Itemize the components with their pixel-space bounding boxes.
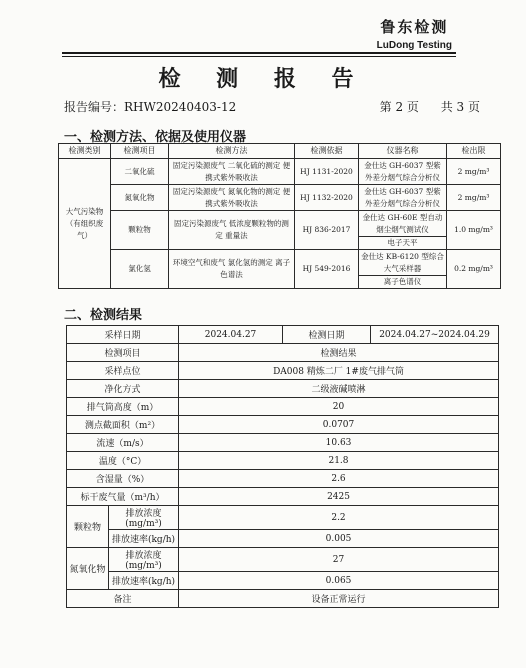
- methods-header-row: [59, 144, 501, 159]
- methods-table: [58, 143, 501, 289]
- remark-label: 备注: [67, 590, 179, 608]
- instrument-cell: 电子天平: [359, 237, 447, 250]
- instrument-cell: 金仕达 GH-60E 型自动烟尘烟气测试仪: [359, 211, 447, 237]
- table-row: [59, 250, 501, 276]
- basis-cell: HJ 836-2017: [295, 211, 359, 250]
- table-row: [67, 452, 499, 470]
- logo-en: LuDong Testing: [376, 40, 452, 51]
- param-label: 测点截面积（m²）: [67, 416, 179, 434]
- method-cell: 环境空气和废气 氯化氢的测定 离子色谱法: [169, 250, 295, 289]
- report-title: 检 测 报 告: [158, 66, 368, 92]
- table-row: [67, 380, 499, 398]
- table-row: [67, 326, 499, 344]
- point-label: 采样点位: [67, 362, 179, 380]
- sample-date-value: 2024.04.27: [179, 326, 283, 344]
- nox-conc-value: 27: [179, 548, 499, 572]
- table-row: [67, 362, 499, 380]
- item-cell: 颗粒物: [111, 211, 169, 250]
- category-cell: 大气污染物（有组织废气）: [59, 159, 111, 289]
- limit-cell: 2 mg/m³: [447, 159, 501, 185]
- section2-heading: 二、检测结果: [64, 308, 143, 323]
- param-label: 含湿量（%）: [67, 470, 179, 488]
- pm-rate-value: 0.005: [179, 530, 499, 548]
- table-row: [67, 506, 499, 530]
- purify-label: 净化方式: [67, 380, 179, 398]
- instrument-cell: 金仕达 GH-6037 型紫外差分烟气综合分析仪: [359, 159, 447, 185]
- purify-value: 二级液碱喷淋: [179, 380, 499, 398]
- param-value: 10.63: [179, 434, 499, 452]
- table-row: [67, 572, 499, 590]
- pm-rate-label: 排放速率(kg/h): [109, 530, 179, 548]
- table-row: [59, 211, 501, 237]
- basis-cell: HJ 1132-2020: [295, 185, 359, 211]
- page-number: 第 2 页: [379, 100, 419, 114]
- col-header: 检测依据: [295, 144, 359, 159]
- nox-rate-value: 0.065: [179, 572, 499, 590]
- item-cell: 二氧化硫: [111, 159, 169, 185]
- param-value: 0.0707: [179, 416, 499, 434]
- section1-heading: 一、检测方法、依据及使用仪器: [64, 130, 247, 145]
- col-header: 检出限: [447, 144, 501, 159]
- nox-label: 氮氧化物: [67, 548, 109, 590]
- table-row: [67, 434, 499, 452]
- method-cell: 固定污染源废气 二氧化硫的测定 便携式紫外吸收法: [169, 159, 295, 185]
- header-rule: [62, 52, 456, 54]
- limit-cell: 1.0 mg/m³: [447, 211, 501, 250]
- param-value: 20: [179, 398, 499, 416]
- table-row: [67, 530, 499, 548]
- sample-date-label: 采样日期: [67, 326, 179, 344]
- table-row: [67, 398, 499, 416]
- result-label: 检测结果: [179, 344, 499, 362]
- param-value: 2425: [179, 488, 499, 506]
- page-indicator: [362, 98, 480, 115]
- col-header: 仪器名称: [359, 144, 447, 159]
- basis-cell: HJ 1131-2020: [295, 159, 359, 185]
- param-label: 流速（m/s）: [67, 434, 179, 452]
- results-table: [66, 325, 499, 608]
- table-row: [67, 548, 499, 572]
- test-date-label: 检测日期: [283, 326, 371, 344]
- item-label: 检测项目: [67, 344, 179, 362]
- table-row: [59, 159, 501, 185]
- remark-value: 设备正常运行: [179, 590, 499, 608]
- item-cell: 氮氧化物: [111, 185, 169, 211]
- col-header: 检测类别: [59, 144, 111, 159]
- limit-cell: 0.2 mg/m³: [447, 250, 501, 289]
- test-date-value: 2024.04.27~2024.04.29: [371, 326, 499, 344]
- table-row: [67, 344, 499, 362]
- param-value: 21.8: [179, 452, 499, 470]
- nox-rate-label: 排放速率(kg/h): [109, 572, 179, 590]
- pm-conc-label: 排放浓度(mg/m³): [109, 506, 179, 530]
- col-header: 检测方法: [169, 144, 295, 159]
- table-row: [67, 488, 499, 506]
- method-cell: 固定污染源废气 氮氧化物的测定 便携式紫外吸收法: [169, 185, 295, 211]
- logo-cn: 鲁东检测: [380, 18, 449, 36]
- table-row: [67, 416, 499, 434]
- instrument-cell: 金仕达 KB-6120 型综合大气采样器: [359, 250, 447, 276]
- nox-conc-label: 排放浓度(mg/m³): [109, 548, 179, 572]
- instrument-cell: 离子色谱仪: [359, 276, 447, 289]
- item-cell: 氯化氢: [111, 250, 169, 289]
- basis-cell: HJ 549-2016: [295, 250, 359, 289]
- page-total: 共 3 页: [440, 100, 480, 114]
- table-row: [59, 185, 501, 211]
- instrument-cell: 金仕达 GH-6037 型紫外差分烟气综合分析仪: [359, 185, 447, 211]
- param-label: 排气筒高度（m）: [67, 398, 179, 416]
- report-number: 报告编号：RHW20240403-12: [64, 100, 237, 114]
- param-label: 标干废气量（m³/h）: [67, 488, 179, 506]
- method-cell: 固定污染源废气 低浓度颗粒物的测定 重量法: [169, 211, 295, 250]
- param-label: 温度（°C）: [67, 452, 179, 470]
- header-rule-thin: [62, 56, 456, 57]
- limit-cell: 2 mg/m³: [447, 185, 501, 211]
- col-header: 检测项目: [111, 144, 169, 159]
- param-value: 2.6: [179, 470, 499, 488]
- company-logo: [377, 16, 452, 51]
- table-row: [67, 590, 499, 608]
- point-value: DA008 精炼二厂 1#废气排气筒: [179, 362, 499, 380]
- pm-conc-value: 2.2: [179, 506, 499, 530]
- pm-label: 颗粒物: [67, 506, 109, 548]
- table-row: [67, 470, 499, 488]
